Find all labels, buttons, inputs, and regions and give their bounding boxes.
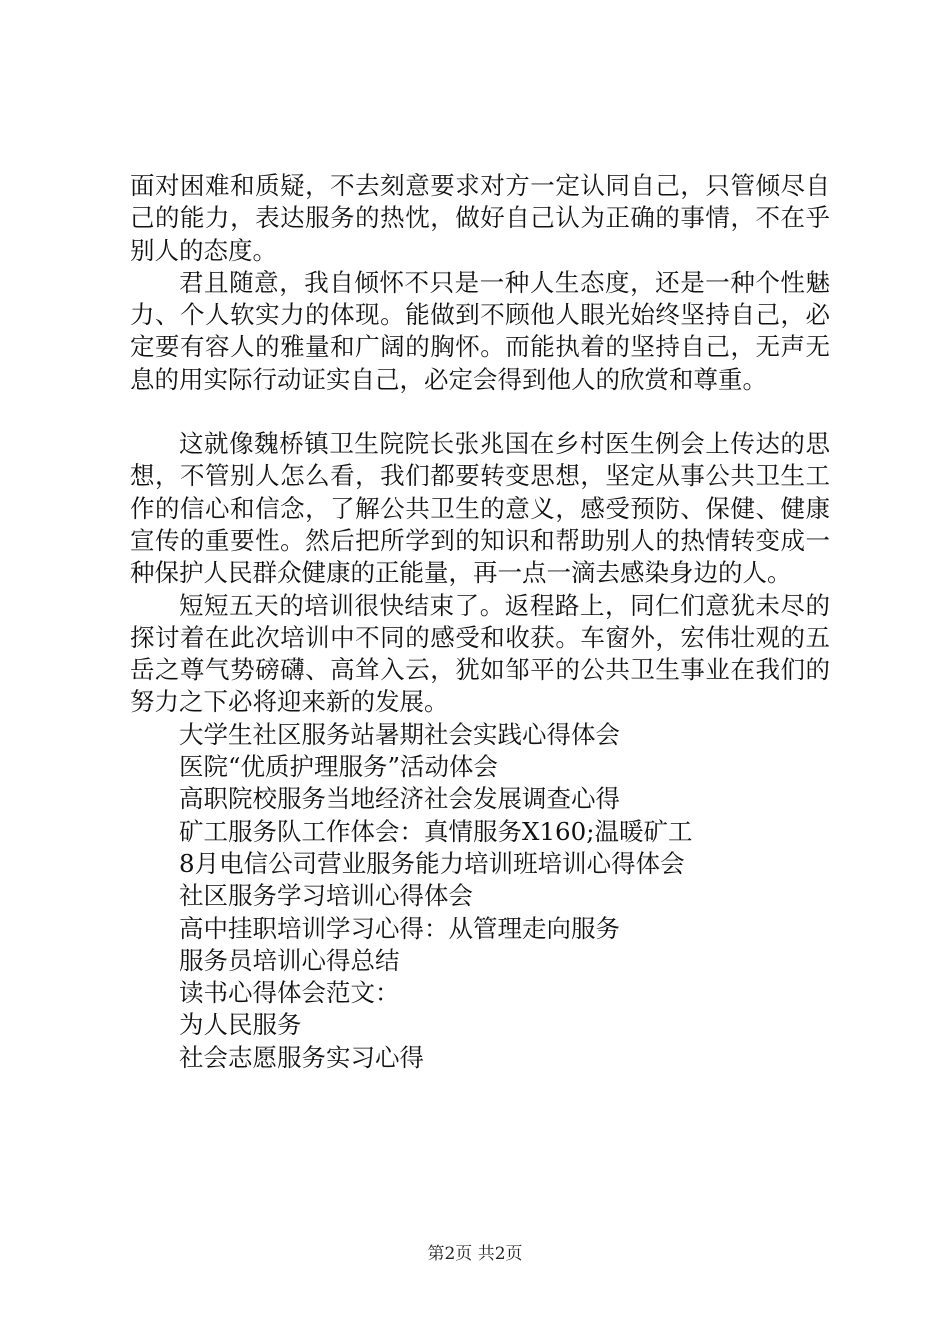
paragraph-4: 短短五天的培训很快结束了。返程路上，同仁们意犹未尽的探讨着在此次培训中不同的感受和收获。车窗外，宏伟壮观的五岳之尊气势磅礴、高耸入云，犹如邹平的公共卫生事业在我们的努力之下必将迎来新的发展。 xyxy=(130,590,830,717)
related-article-link[interactable]: 矿工服务队工作体会：真情服务X160;温暖矿工 xyxy=(179,816,693,846)
related-article-link[interactable]: 8月电信公司营业服务能力培训班培训心得体会 xyxy=(179,848,685,878)
paragraph-1: 面对困难和质疑，不去刻意要求对方一定认同自己，只管倾尽自己的能力，表达服务的热忱，做好自己认为正确的事情，不在乎别人的态度。 xyxy=(130,171,830,265)
page-footer xyxy=(0,1244,950,1264)
paragraph-2: 君且随意，我自倾怀不只是一种人生态度，还是一种个性魅力、个人软实力的体现。能做到不顾他人眼光始终坚持自己，必定要有容人的雅量和广阔的胸怀。而能执着的坚持自己，无声无息的用实际行动证实自己，必定会得到他人的欣赏和尊重。 xyxy=(130,267,830,394)
document-body xyxy=(130,170,830,1074)
related-article-link[interactable]: 大学生社区服务站暑期社会实践心得体会 xyxy=(179,719,620,749)
related-article-link[interactable]: 读书心得体会范文： xyxy=(179,978,400,1008)
related-article-link[interactable]: 服务员培训心得总结 xyxy=(179,945,400,975)
related-article-link[interactable]: 高中挂职培训学习心得：从管理走向服务 xyxy=(179,913,620,943)
related-articles-list xyxy=(130,719,830,1074)
related-article-link[interactable]: 社会志愿服务实习心得 xyxy=(179,1042,424,1072)
related-article-link[interactable]: 社区服务学习培训心得体会 xyxy=(179,881,473,911)
related-article-link[interactable]: 医院“优质护理服务”活动体会 xyxy=(179,752,499,782)
related-article-link[interactable]: 为人民服务 xyxy=(179,1010,302,1040)
related-article-link[interactable]: 高职院校服务当地经济社会发展调查心得 xyxy=(179,784,620,814)
page-number-label: 第2页 共2页 xyxy=(427,1244,523,1264)
paragraph-3: 这就像魏桥镇卫生院院长张兆国在乡村医生例会上传达的思想，不管别人怎么看，我们都要转变思想，坚定从事公共卫生工作的信心和信念，了解公共卫生的意义，感受预防、保健、健康宣传的重要性。然后把所学到的知识和帮助别人的热情转变成一种保护人民群众健康的正能量，再一点一滴去感染身边的人。 xyxy=(130,429,830,588)
